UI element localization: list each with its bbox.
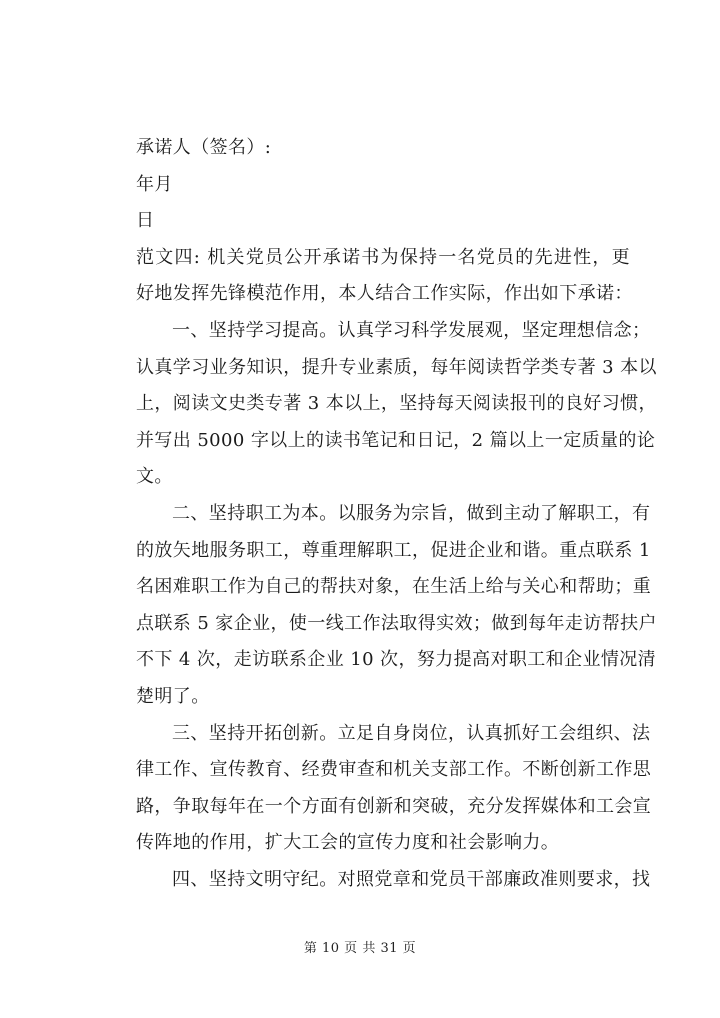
- text-line: 好地发挥先锋模范作用，本人结合工作实际，作出如下承诺：: [136, 283, 633, 305]
- text-line: 二、坚持职工为本。以服务为宗旨，做到主动了解职工，有: [172, 502, 651, 524]
- text-line: 的放矢地服务职工，尊重理解职工，促进企业和谐。重点联系 1: [136, 539, 651, 561]
- text-line: 认真学习业务知识，提升专业素质，每年阅读哲学类专著 3 本以: [136, 356, 657, 378]
- text-line: 文。: [136, 466, 173, 488]
- text-line: 并写出 5000 字以上的读书笔记和日记，2 篇以上一定质量的论: [136, 429, 656, 451]
- text-line: 传阵地的作用，扩大工会的宣传力度和社会影响力。: [136, 832, 560, 854]
- text-line: 三、坚持开拓创新。立足自身岗位，认真抓好工会组织、法: [172, 722, 651, 744]
- text-line: 不下 4 次，走访联系企业 10 次，努力提高对职工和企业情况清: [136, 649, 657, 671]
- text-line: 上，阅读文史类专著 3 本以上，坚持每天阅读报刊的良好习惯，: [136, 393, 657, 415]
- day-line: 日: [136, 210, 155, 232]
- year-month-line: 年月: [136, 173, 173, 195]
- text-line: 律工作、宣传教育、经费审查和机关支部工作。不断创新工作思: [136, 759, 652, 781]
- text-line: 点联系 5 家企业，使一线工作法取得实效；做到每年走访帮扶户: [136, 612, 657, 634]
- text-line: 名困难职工作为自己的帮扶对象，在生活上给与关心和帮助；重: [136, 576, 652, 598]
- signature-line: 承诺人（签名）:: [136, 137, 272, 158]
- text-line: 楚明了。: [136, 685, 210, 707]
- document-body: [136, 130, 657, 898]
- text-line: 路，争取每年在一个方面有创新和突破，充分发挥媒体和工会宣: [136, 795, 652, 817]
- page-footer: 第 10 页 共 31 页: [303, 941, 417, 956]
- text-line: 一、坚持学习提高。认真学习科学发展观，坚定理想信念；: [172, 319, 651, 341]
- text-line: 四、坚持文明守纪。对照党章和党员干部廉政准则要求，找: [172, 868, 651, 890]
- text-line: 范文四: 机关党员公开承诺书为保持一名党员的先进性，更: [136, 246, 630, 268]
